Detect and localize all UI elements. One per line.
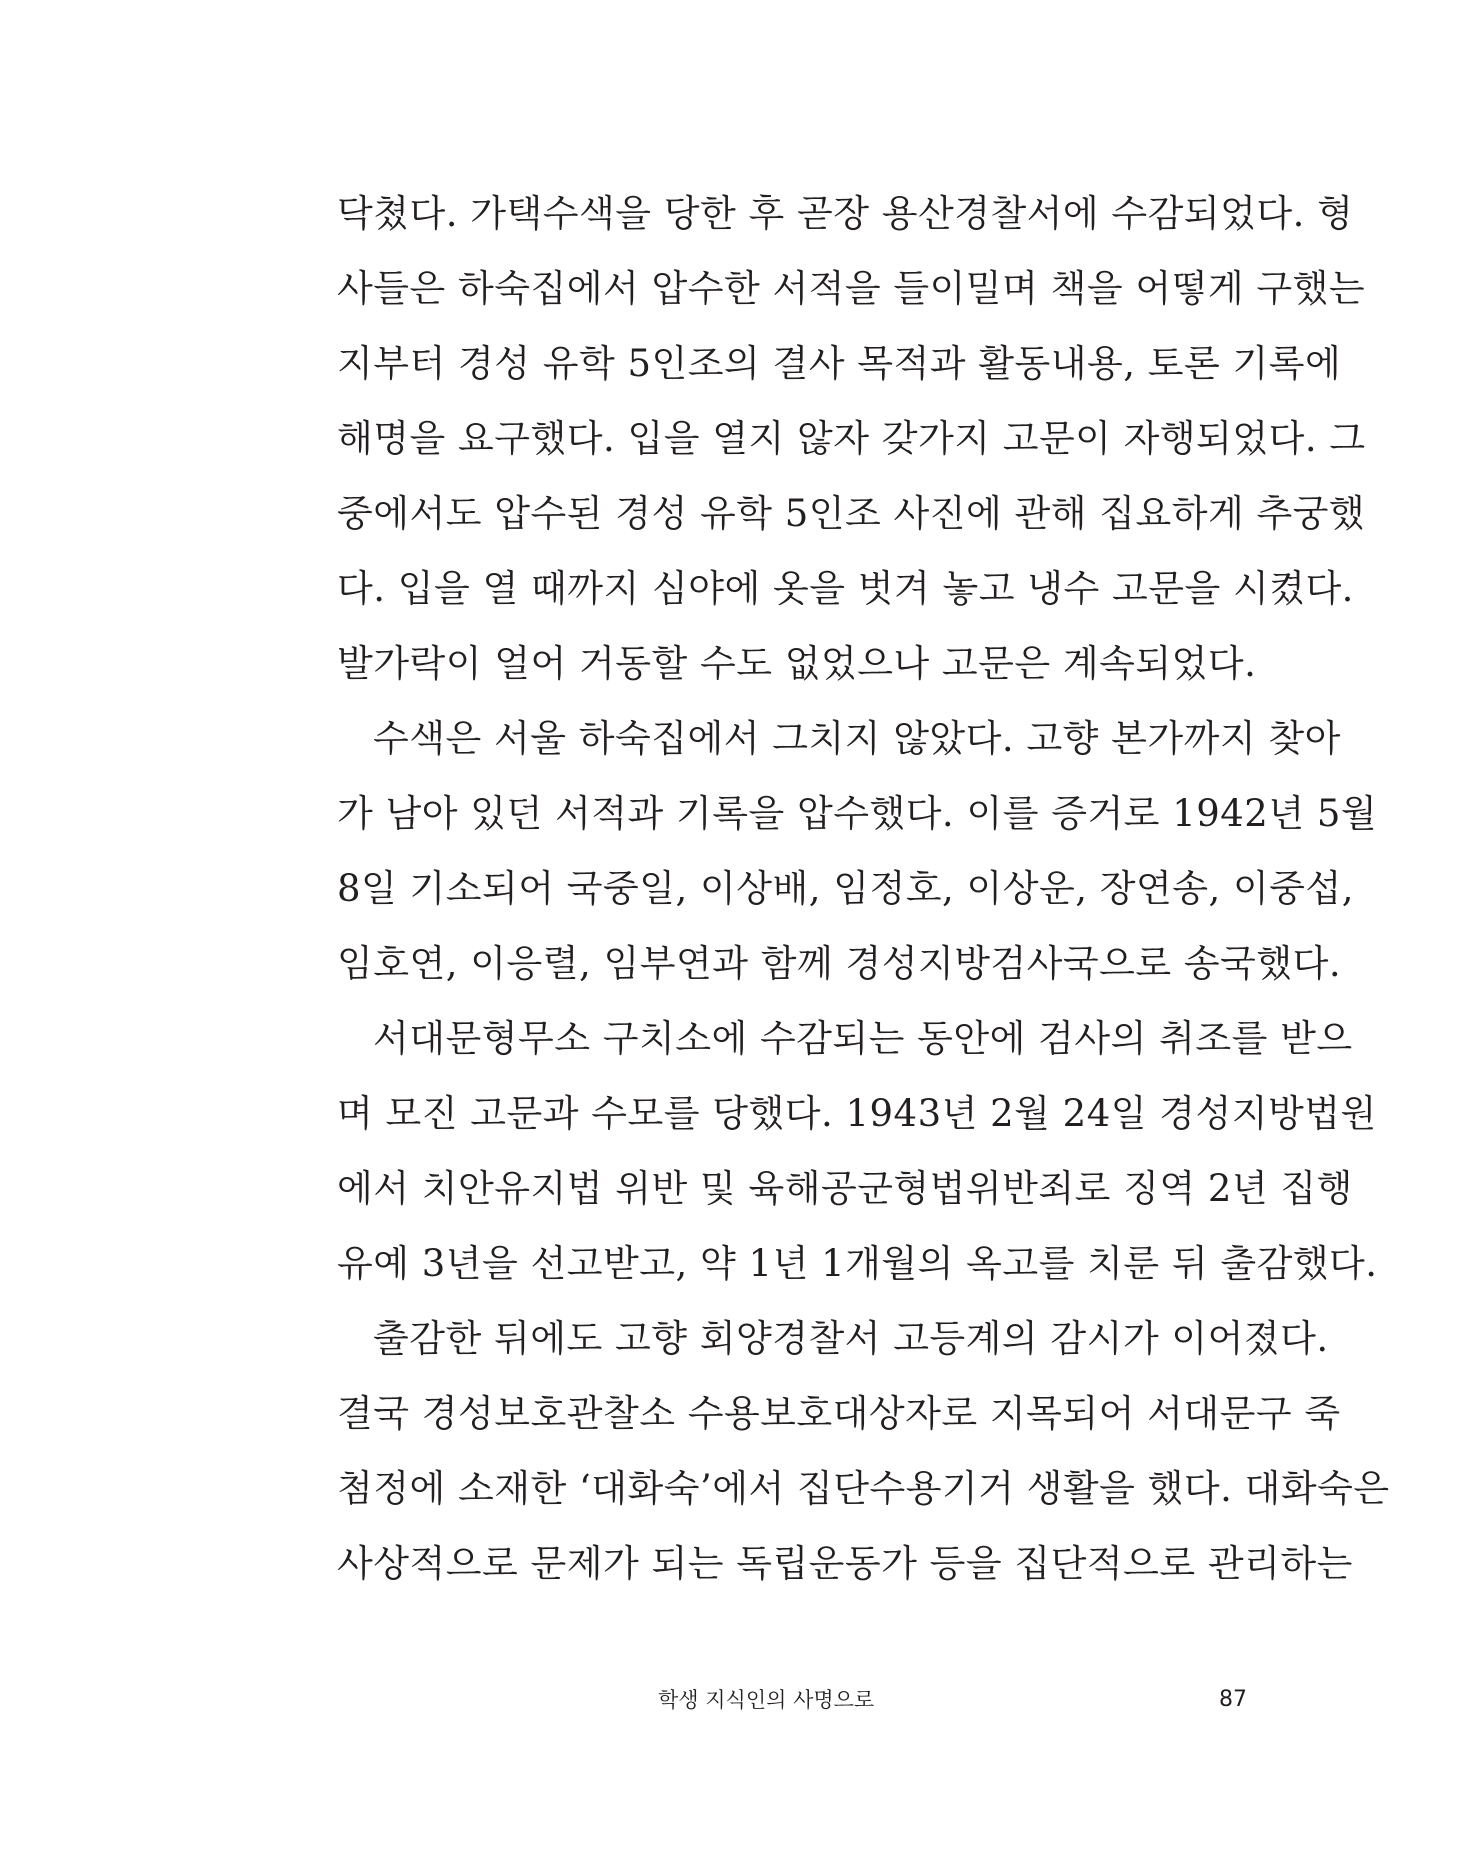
text-line: 임호연, 이응렬, 임부연과 함께 경성지방검사국으로 송국했다.: [337, 942, 1342, 985]
text-line: 사상적으로 문제가 되는 독립운동가 등을 집단적으로 관리하는: [337, 1542, 1353, 1585]
text-line: 수색은 서울 하숙집에서 그치지 않았다. 고향 본가까지 찾아: [373, 717, 1341, 760]
page-footer: [0, 1680, 1457, 1720]
text-line: 중에서도 압수된 경성 유학 5인조 사진에 관해 집요하게 추궁했: [337, 492, 1366, 535]
text-line: 서대문형무소 구치소에 수감되는 동안에 검사의 취조를 받으: [373, 1017, 1353, 1060]
page-number: 87: [1219, 1687, 1247, 1712]
text-line: 출감한 뒤에도 고향 회양경찰서 고등계의 감시가 이어졌다.: [373, 1317, 1329, 1360]
text-line: 다. 입을 열 때까지 심야에 옷을 벗겨 놓고 냉수 고문을 시켰다.: [337, 567, 1354, 610]
text-line: 발가락이 얼어 거동할 수도 없었으나 고문은 계속되었다.: [337, 642, 1257, 685]
text-line: 지부터 경성 유학 5인조의 결사 목적과 활동내용, 토론 기록에: [337, 342, 1342, 385]
text-line: 해명을 요구했다. 입을 열지 않자 갖가지 고문이 자행되었다. 그: [337, 417, 1366, 460]
text-line: 며 모진 고문과 수모를 당했다. 1943년 2월 24일 경성지방법원: [337, 1092, 1377, 1135]
text-line: 8일 기소되어 국중일, 이상배, 임정호, 이상운, 장연송, 이중섭,: [337, 867, 1355, 910]
text-line: 가 남아 있던 서적과 기록을 압수했다. 이를 증거로 1942년 5월: [337, 792, 1378, 835]
text-line: 에서 치안유지법 위반 및 육해공군형법위반죄로 징역 2년 집행: [337, 1167, 1353, 1210]
text-line: 사들은 하숙집에서 압수한 서적을 들이밀며 책을 어떻게 구했는: [337, 267, 1366, 310]
body-text: [337, 184, 1390, 1609]
text-line: 결국 경성보호관찰소 수용보호대상자로 지목되어 서대문구 죽: [337, 1392, 1341, 1435]
running-title: 학생 지식인의 사명으로: [658, 1688, 875, 1712]
text-line: 유예 3년을 선고받고, 약 1년 1개월의 옥고를 치룬 뒤 출감했다.: [337, 1242, 1378, 1285]
text-line: 닥쳤다. 가택수색을 당한 후 곧장 용산경찰서에 수감되었다. 형: [337, 192, 1354, 235]
text-line: 첨정에 소재한 ‘대화숙’에서 집단수용기거 생활을 했다. 대화숙은: [337, 1467, 1390, 1510]
